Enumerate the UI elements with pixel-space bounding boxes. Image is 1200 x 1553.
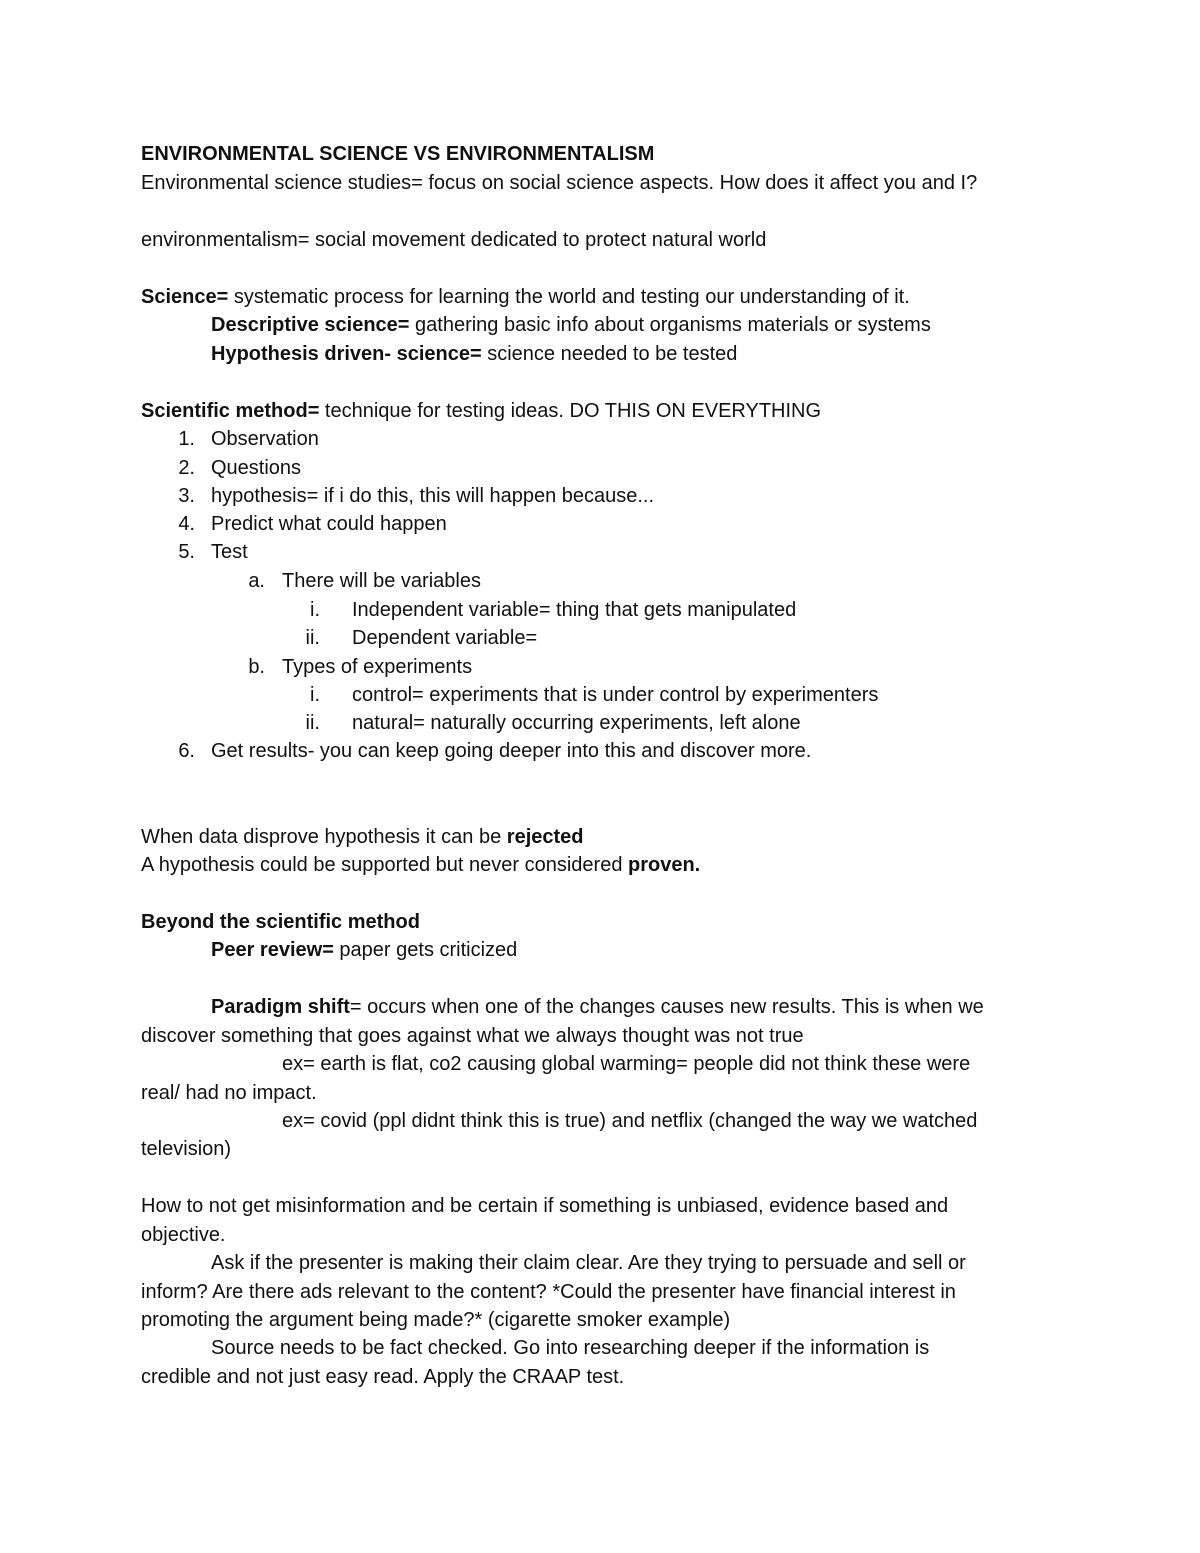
step-number: 6. (178, 740, 195, 762)
method-definition (141, 398, 821, 424)
proven-line (141, 852, 700, 878)
proven-pre: A hypothesis could be supported but never considered (141, 854, 628, 876)
paradigm-term: Paradigm shift (211, 996, 350, 1018)
roman-number: i. (310, 599, 320, 621)
science-def: systematic process for learning the world and testing our understanding of it. (228, 286, 910, 308)
ask-line-1: Ask if the presenter is making their claim clear. Are they trying to persuade and sell or (211, 1252, 966, 1274)
science-definition (141, 284, 910, 310)
step-text: Observation (211, 428, 319, 450)
proven-word: proven. (628, 854, 701, 876)
sub-step-text: Types of experiments (282, 656, 473, 678)
paradigm-line-2: discover something that goes against what we always thought was not true (141, 1025, 804, 1047)
example-2-line-1: ex= covid (ppl didnt think this is true) and netflix (changed the way we watched (282, 1110, 978, 1132)
peer-term: Peer review= (211, 939, 334, 961)
science-term: Science= (141, 286, 229, 308)
example-2-line-2: television) (141, 1138, 232, 1160)
sub-step-text: There will be variables (282, 570, 481, 592)
peer-review-line (211, 937, 517, 963)
step-number: 1. (178, 428, 195, 450)
step-text: Predict what could happen (211, 513, 447, 535)
env-science-line: Environmental science studies= focus on social science aspects. How does it affect you and I? (141, 172, 978, 194)
rejected-pre: When data disprove hypothesis it can be (141, 826, 507, 848)
roman-text: Dependent variable= (352, 627, 538, 649)
paradigm-def: = occurs when one of the changes causes new results. This is when we (349, 996, 984, 1018)
method-term: Scientific method= (141, 400, 320, 422)
source-line-2: credible and not just easy read. Apply the CRAAP test. (141, 1366, 625, 1388)
beyond-heading: Beyond the scientific method (141, 911, 420, 933)
step-text: Get results- you can keep going deeper into this and discover more. (211, 740, 812, 762)
page-title: ENVIRONMENTAL SCIENCE VS ENVIRONMENTALISM (141, 143, 655, 165)
hypothesis-term: Hypothesis driven- science= (211, 343, 482, 365)
step-text: hypothesis= if i do this, this will happen because... (211, 485, 655, 507)
peer-def: paper gets criticized (333, 939, 518, 961)
ask-line-3: promoting the argument being made?* (cigarette smoker example) (141, 1309, 731, 1331)
sub-step-number: a. (248, 570, 265, 592)
hypothesis-def: science needed to be tested (481, 343, 738, 365)
sub-step-number: b. (248, 656, 265, 678)
step-number: 4. (178, 513, 195, 535)
roman-number: ii. (305, 627, 320, 649)
roman-text: Independent variable= thing that gets manipulated (352, 599, 797, 621)
environmentalism-line: environmentalism= social movement dedicated to protect natural world (141, 229, 767, 251)
example-1-line-1: ex= earth is flat, co2 causing global warming= people did not think these were (282, 1053, 971, 1075)
step-number: 2. (178, 457, 195, 479)
rejected-word: rejected (506, 826, 584, 848)
rejected-line (141, 824, 584, 850)
method-def: technique for testing ideas. DO THIS ON EVERYTHING (319, 400, 822, 422)
roman-text: natural= naturally occurring experiments, left alone (352, 712, 801, 734)
roman-number: ii. (305, 712, 320, 734)
step-text: Test (211, 541, 248, 563)
source-line-1: Source needs to be fact checked. Go into researching deeper if the information is (211, 1337, 930, 1359)
misinfo-line-1: How to not get misinformation and be certain if something is unbiased, evidence based and (141, 1195, 949, 1217)
roman-text: control= experiments that is under control by experimenters (352, 684, 879, 706)
step-text: Questions (211, 457, 302, 479)
paradigm-line (211, 994, 984, 1020)
hypothesis-science (211, 341, 737, 367)
example-1-line-2: real/ had no impact. (141, 1082, 317, 1104)
descriptive-def: gathering basic info about organisms materials or systems (409, 314, 931, 336)
descriptive-term: Descriptive science= (211, 314, 410, 336)
step-number: 3. (178, 485, 195, 507)
misinfo-line-2: objective. (141, 1224, 226, 1246)
ask-line-2: inform? Are there ads relevant to the content? *Could the presenter have financial interest in (141, 1281, 956, 1303)
descriptive-science (211, 312, 931, 338)
roman-number: i. (310, 684, 320, 706)
step-number: 5. (178, 541, 195, 563)
